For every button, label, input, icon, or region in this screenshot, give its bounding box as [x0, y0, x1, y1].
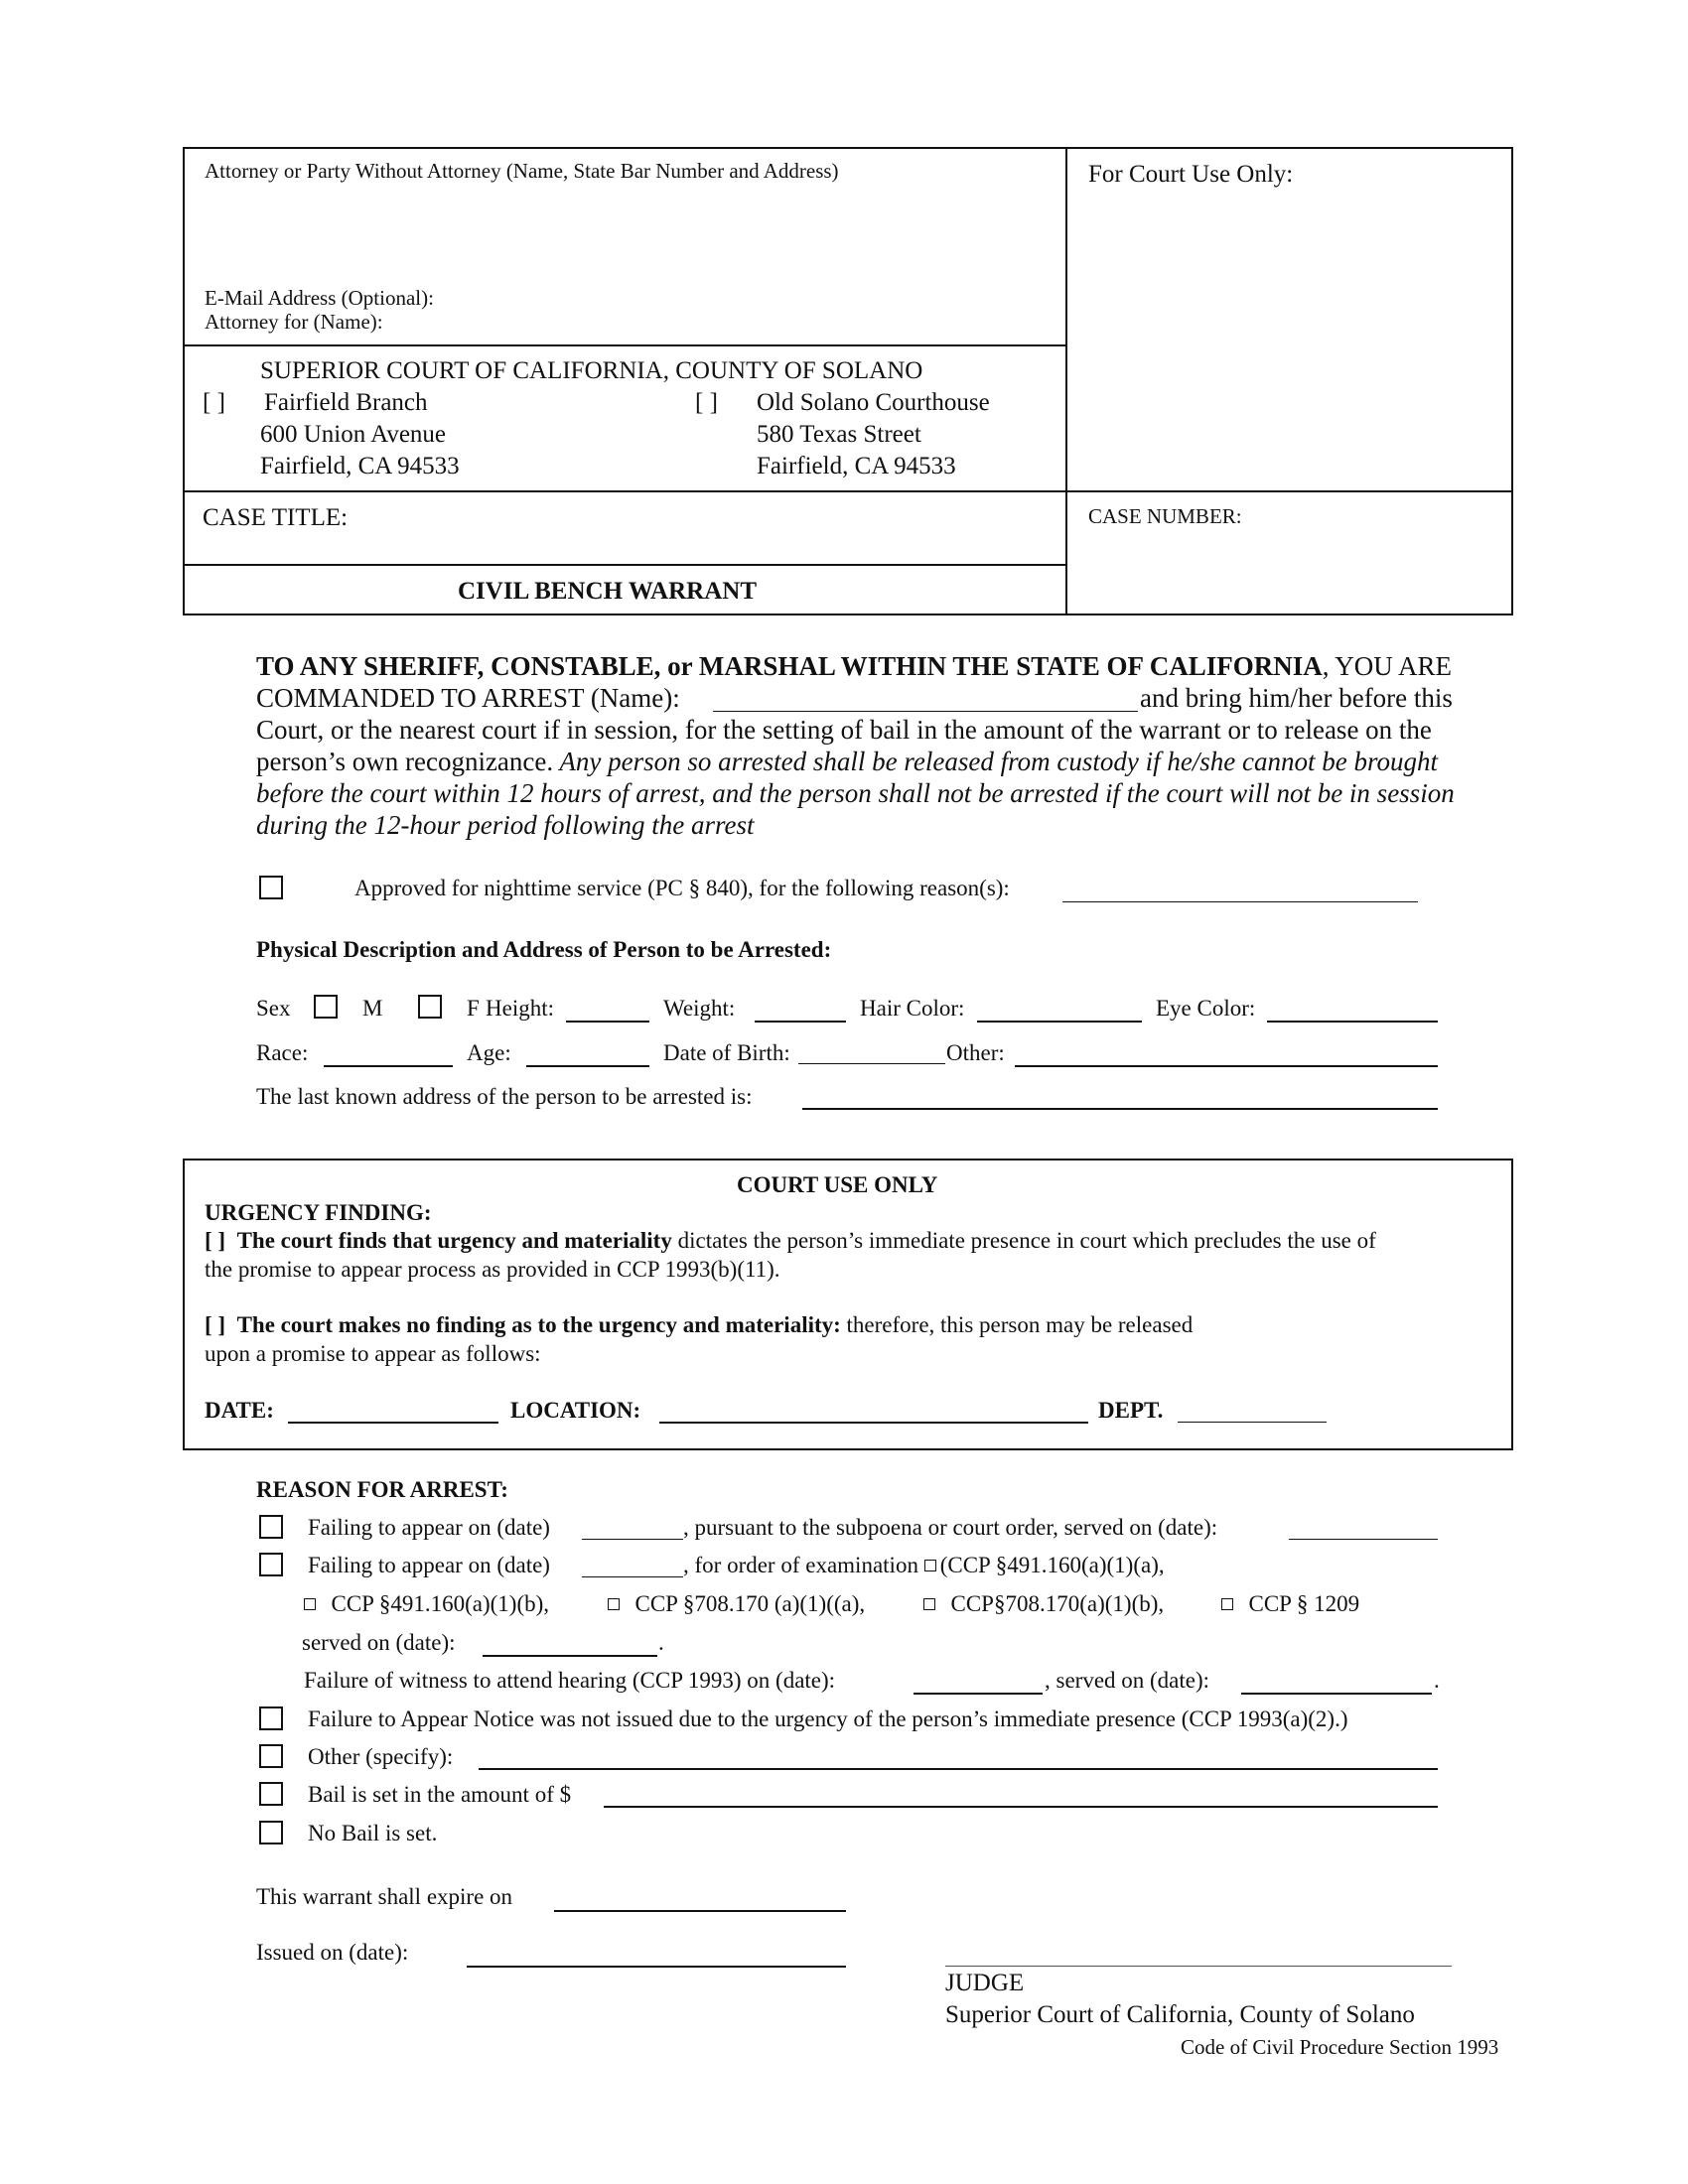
urgency-option-2-box[interactable]: [ ]: [205, 1312, 226, 1337]
arrest-label: COMMANDED TO ARREST (Name):: [256, 683, 680, 713]
notice-label: Failure to Appear Notice was not issued due to the urgency of the person’s immediate presence (CCP 1993(a)(2).): [308, 1706, 1348, 1731]
ccp-708-b-checkbox[interactable]: [923, 1598, 935, 1610]
issued-label: Issued on (date):: [256, 1940, 409, 1965]
no-bail-label: No Bail is set.: [308, 1821, 438, 1845]
ccp-708-a-label: CCP §708.170 (a)(1)((a),: [634, 1591, 866, 1616]
other-label: Other:: [946, 1040, 1005, 1065]
sex-label: Sex: [256, 996, 291, 1021]
sex-female-checkbox[interactable]: [418, 995, 442, 1019]
urgency-heading: URGENCY FINDING:: [205, 1200, 432, 1225]
served-date-field[interactable]: [483, 1655, 657, 1657]
notice-checkbox[interactable]: [259, 1706, 283, 1730]
command-line-5: before the court within 12 hours of arrest, and the person shall not be arrested if the court will not be in session: [256, 778, 1455, 808]
branch-name-fairfield: Fairfield Branch: [264, 389, 428, 416]
case-number-label: CASE NUMBER:: [1088, 504, 1242, 528]
nighttime-reason-field[interactable]: [1062, 901, 1418, 902]
caption-divider: [1065, 147, 1067, 614]
command-line-1: [256, 651, 1452, 682]
ccp-1209-label: CCP § 1209: [1248, 1591, 1360, 1616]
urgency-option-2-text: therefore, this person may be released: [840, 1312, 1194, 1337]
command-line-3: Court, or the nearest court if in session, for the setting of bail in the amount of the warrant or to release on the: [256, 715, 1432, 745]
urgency-option-2: [205, 1312, 1193, 1338]
branch-city-old-solano: Fairfield, CA 94533: [757, 453, 956, 479]
court-location-field[interactable]: [659, 1422, 1088, 1424]
ccp-1209-checkbox[interactable]: [1221, 1598, 1233, 1610]
height-field[interactable]: [566, 1021, 649, 1023]
witness-served-field[interactable]: [1241, 1693, 1432, 1695]
attorney-for-label: Attorney for (Name):: [205, 310, 383, 334]
eye-field[interactable]: [1267, 1021, 1438, 1023]
branch-name-old-solano: Old Solano Courthouse: [757, 389, 990, 416]
bail-amount-field[interactable]: [604, 1806, 1438, 1808]
witness-period: .: [1434, 1668, 1440, 1693]
ccp-491-b-label: CCP §491.160(a)(1)(b),: [331, 1591, 550, 1616]
court-name: SUPERIOR COURT OF CALIFORNIA, COUNTY OF SOLANO: [260, 357, 923, 384]
branch-city-fairfield: Fairfield, CA 94533: [260, 453, 460, 479]
no-bail-checkbox[interactable]: [259, 1821, 283, 1844]
reason-1-served-field[interactable]: [1289, 1539, 1438, 1540]
dob-label: Date of Birth:: [663, 1040, 790, 1065]
sex-male-label: M: [362, 996, 383, 1021]
urgency-option-2-line2: upon a promise to appear as follows:: [205, 1341, 541, 1366]
sex-male-checkbox[interactable]: [314, 995, 338, 1019]
email-label: E-Mail Address (Optional):: [205, 286, 434, 310]
physical-heading: Physical Description and Address of Person to be Arrested:: [256, 937, 832, 962]
command-line-6: during the 12-hour period following the arrest: [256, 810, 755, 840]
bring-text: and bring him/her before this: [1140, 683, 1453, 713]
other-reason-field[interactable]: [479, 1768, 1438, 1770]
ccp-491-b-checkbox[interactable]: [304, 1598, 316, 1610]
command-lead-tail: , YOU ARE: [1322, 651, 1452, 681]
sex-female-label: F: [467, 996, 480, 1021]
urgency-option-2-bold: The court makes no finding as to the urgency and materiality:: [236, 1312, 841, 1337]
attorney-label: Attorney or Party Without Attorney (Name, State Bar Number and Address): [205, 159, 839, 183]
branch-street-old-solano: 580 Texas Street: [757, 421, 921, 448]
command-lead: TO ANY SHERIFF, CONSTABLE, or MARSHAL WITHIN THE STATE OF CALIFORNIA: [256, 651, 1323, 681]
reason-heading: REASON FOR ARREST:: [256, 1477, 508, 1502]
reason-1-date-field[interactable]: [582, 1539, 683, 1540]
urgency-option-1-text: dictates the person’s immediate presence in court which precludes the use of: [671, 1228, 1376, 1253]
age-label: Age:: [467, 1040, 511, 1065]
court-date-label: DATE:: [205, 1398, 274, 1423]
address-label: The last known address of the person to be arrested is:: [256, 1084, 753, 1109]
branch-street-fairfield: 600 Union Avenue: [260, 421, 447, 448]
ccp-491-a-checkbox[interactable]: [924, 1560, 936, 1571]
nighttime-label: Approved for nighttime service (PC § 840), for the following reason(s):: [354, 876, 1010, 900]
age-field[interactable]: [526, 1065, 649, 1067]
code-reference: Code of Civil Procedure Section 1993: [1181, 2035, 1499, 2059]
arrest-name-field[interactable]: [713, 711, 1138, 712]
eye-label: Eye Color:: [1156, 996, 1256, 1021]
command-line-4-italic: Any person so arrested shall be released from custody if he/she cannot be brought: [553, 747, 1439, 776]
court-dept-label: DEPT.: [1098, 1398, 1164, 1423]
court-date-field[interactable]: [288, 1422, 498, 1424]
ccp-708-a-checkbox[interactable]: [608, 1598, 620, 1610]
hair-field[interactable]: [977, 1021, 1142, 1023]
court-use-title: COURT USE ONLY: [737, 1172, 938, 1197]
reason-2-label-a: Failing to appear on (date): [308, 1553, 550, 1577]
caption-rule-2: [183, 490, 1511, 492]
reason-1-label-a: Failing to appear on (date): [308, 1515, 550, 1540]
nighttime-checkbox[interactable]: [259, 876, 283, 899]
ccp-sub-4: [1221, 1591, 1359, 1617]
other-reason-checkbox[interactable]: [259, 1744, 283, 1768]
bail-label: Bail is set in the amount of $: [308, 1782, 572, 1807]
race-field[interactable]: [324, 1065, 453, 1067]
witness-date-field[interactable]: [914, 1693, 1043, 1695]
reason-2-label-b: [683, 1553, 1165, 1578]
ccp-sub-3: [923, 1591, 1164, 1617]
command-line-4: [256, 747, 1438, 777]
address-field[interactable]: [802, 1108, 1438, 1110]
hair-label: Hair Color:: [860, 996, 965, 1021]
expire-date-field[interactable]: [554, 1910, 846, 1912]
weight-label: Weight:: [663, 996, 736, 1021]
judge-label: JUDGE: [945, 1970, 1025, 1996]
other-reason-label: Other (specify):: [308, 1744, 454, 1769]
reason-1-checkbox[interactable]: [259, 1515, 283, 1539]
court-use-label: For Court Use Only:: [1088, 161, 1294, 188]
expire-label: This warrant shall expire on: [256, 1884, 513, 1909]
case-title-label: CASE TITLE:: [203, 504, 349, 531]
urgency-option-1-line2: the promise to appear process as provided in CCP 1993(b)(11).: [205, 1257, 780, 1282]
weight-field[interactable]: [755, 1021, 846, 1023]
reason-1-label-b: , pursuant to the subpoena or court order, served on (date):: [683, 1515, 1218, 1540]
issued-date-field[interactable]: [467, 1966, 846, 1968]
urgency-option-1-bold: The court finds that urgency and materiality: [236, 1228, 672, 1253]
ccp-708-b-label: CCP§708.170(a)(1)(b),: [950, 1591, 1165, 1616]
court-location-label: LOCATION:: [510, 1398, 641, 1423]
ccp-491-a-label: (CCP §491.160(a)(1)(a),: [939, 1553, 1165, 1577]
judge-signature-line[interactable]: [945, 1966, 1452, 1967]
court-dept-field[interactable]: [1178, 1422, 1327, 1423]
height-label: Height:: [486, 996, 554, 1021]
served-label: served on (date):: [302, 1630, 456, 1655]
dob-field[interactable]: [798, 1063, 945, 1064]
caption-rule-3: [183, 564, 1067, 566]
reason-2-date-field[interactable]: [582, 1576, 683, 1577]
other-field[interactable]: [1015, 1065, 1438, 1067]
reason-2-label-b-text: , for order of examination: [683, 1553, 918, 1577]
race-label: Race:: [256, 1040, 309, 1065]
served-period: .: [658, 1630, 664, 1655]
branch-checkbox-fairfield[interactable]: [ ]: [203, 389, 225, 416]
bail-checkbox[interactable]: [259, 1782, 283, 1806]
reason-2-checkbox[interactable]: [259, 1553, 283, 1576]
form-title: CIVIL BENCH WARRANT: [458, 578, 757, 605]
witness-label-a: Failure of witness to attend hearing (CCP 1993) on (date):: [304, 1668, 836, 1693]
urgency-option-1-box[interactable]: [ ]: [205, 1228, 226, 1253]
caption-rule-1: [183, 344, 1067, 346]
ccp-sub-1: [304, 1591, 549, 1617]
judge-court-name: Superior Court of California, County of Solano: [945, 2001, 1415, 2028]
branch-checkbox-old-solano[interactable]: [ ]: [695, 389, 718, 416]
command-line-4-plain: person’s own recognizance.: [256, 747, 554, 776]
urgency-option-1: [205, 1228, 1376, 1254]
witness-label-b: , served on (date):: [1045, 1668, 1210, 1693]
ccp-sub-2: [608, 1591, 865, 1617]
